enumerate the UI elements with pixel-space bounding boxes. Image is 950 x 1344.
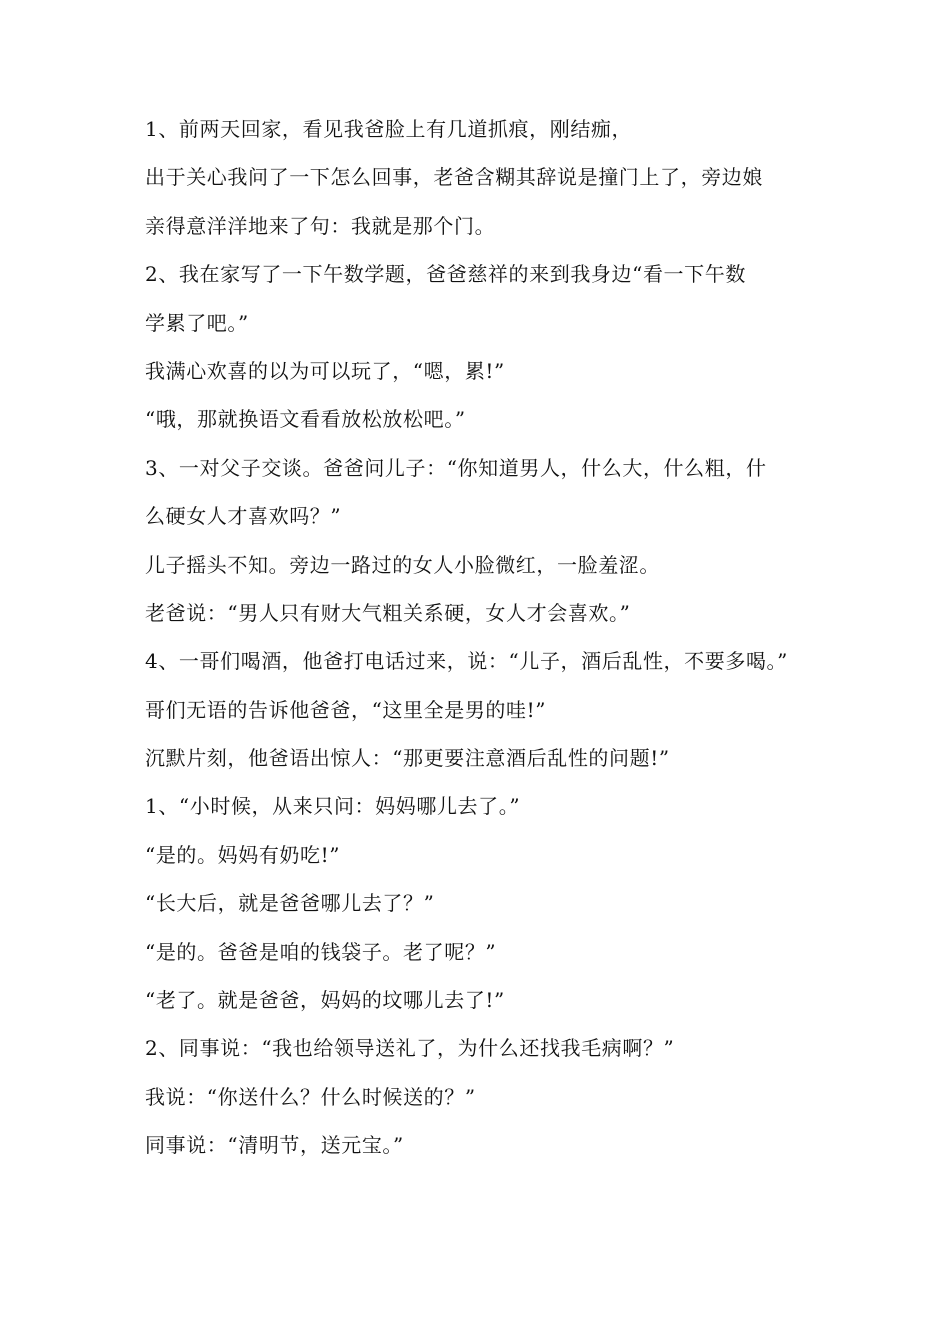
text-line: “是的。妈妈有奶吃!” [145, 842, 341, 867]
text-line: 4、一哥们喝酒，他爸打电话过来，说：“儿子，酒后乱性，不要多喝。” [145, 649, 788, 674]
text-line: “是的。爸爸是咱的钱袋子。老了呢？” [145, 939, 497, 964]
document-body [145, 117, 825, 1182]
text-line: 我说：“你送什么？什么时候送的？” [145, 1084, 476, 1109]
text-line: 1、“小时候，从来只问：妈妈哪儿去了。” [145, 794, 521, 819]
text-line: “老了。就是爸爸，妈妈的坟哪儿去了!” [145, 988, 505, 1013]
text-line: “哦，那就换语文看看放松放松吧。” [145, 407, 466, 432]
text-line: 学累了吧。” [145, 310, 249, 335]
text-line: 3、一对父子交谈。爸爸问儿子：“你知道男人，什么大，什么粗，什 [145, 455, 767, 480]
text-line: 么硬女人才喜欢吗？” [145, 504, 342, 529]
text-line: 我满心欢喜的以为可以玩了，“嗯，累!” [145, 358, 505, 383]
text-line: 儿子摇头不知。旁边一路过的女人小脸微红，一脸羞涩。 [145, 552, 660, 577]
text-line: 老爸说：“男人只有财大气粗关系硬，女人才会喜欢。” [145, 600, 631, 625]
text-line: 出于关心我问了一下怎么回事，老爸含糊其辞说是撞门上了，旁边娘 [145, 165, 763, 190]
text-line: 2、我在家写了一下午数学题，爸爸慈祥的来到我身边“看一下午数 [145, 262, 746, 287]
text-line: “长大后，就是爸爸哪儿去了？” [145, 891, 435, 916]
text-line: 同事说：“清明节，送元宝。” [145, 1133, 404, 1158]
text-line: 2、同事说：“我也给领导送礼了，为什么还找我毛病啊？” [145, 1036, 675, 1061]
text-line: 亲得意洋洋地来了句：我就是那个门。 [145, 213, 496, 238]
text-line: 沉默片刻，他爸语出惊人：“那更要注意酒后乱性的问题!” [145, 746, 670, 771]
text-line: 哥们无语的告诉他爸爸，“这里全是男的哇!” [145, 697, 547, 722]
text-line: 1、前两天回家，看见我爸脸上有几道抓痕，刚结痂， [145, 117, 633, 141]
